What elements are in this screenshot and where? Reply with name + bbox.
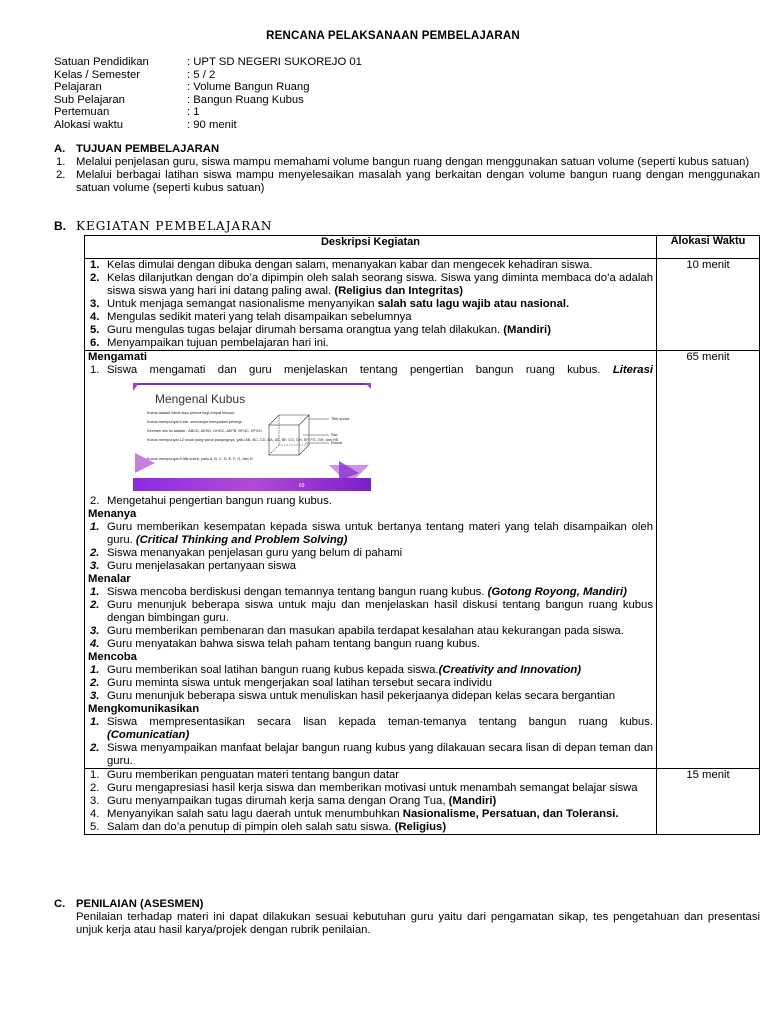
item-number: 1. xyxy=(90,716,100,728)
item-number: 1. xyxy=(90,769,100,781)
list-item xyxy=(88,716,653,742)
goals-list xyxy=(54,156,760,195)
item-number: 2. xyxy=(90,599,100,611)
item-number: 1. xyxy=(56,156,66,168)
identity-key: Satuan Pendidikan xyxy=(54,56,149,68)
item-number: 4. xyxy=(90,808,100,820)
list-item xyxy=(88,495,653,508)
item-plain: Guru memberikan penguatan materi tentang bangun datar xyxy=(107,769,400,781)
identity-value: : 1 xyxy=(187,106,200,119)
identity-row xyxy=(54,106,362,119)
identity-value: : Volume Bangun Ruang xyxy=(187,81,310,94)
item-number: 1. xyxy=(90,664,100,676)
subheading-mencoba: Mencoba xyxy=(88,651,137,663)
list-item xyxy=(54,156,760,169)
table-header-row xyxy=(85,236,760,259)
item-text: Mengetahui pengertian bangun ruang kubus. xyxy=(107,495,332,507)
item-number: 4. xyxy=(90,311,100,323)
identity-value: : UPT SD NEGERI SUKOREJO 01 xyxy=(187,56,362,68)
identity-row xyxy=(54,69,362,82)
list-item xyxy=(88,742,653,768)
list-item xyxy=(88,821,653,834)
subheading-menanya: Menanya xyxy=(88,508,137,520)
column-header-time: Alokasi Waktu xyxy=(657,236,760,259)
list-item xyxy=(88,599,653,625)
list-item xyxy=(88,324,653,337)
slide-bullet: Kubus mempunyai 6 sisi, semuanya merupakan persegi. xyxy=(147,420,243,424)
item-number: 1. xyxy=(90,364,100,376)
item-text xyxy=(107,337,653,350)
identity-key: Sub Pelajaran xyxy=(54,93,125,106)
item-text: Guru menunjuk beberapa siswa untuk menuliskan hasil pekerjaanya didepan kelas secara bergantian xyxy=(107,690,616,702)
label-titik-sudut: Titik sudut xyxy=(331,416,350,421)
section-letter: B. xyxy=(54,219,66,233)
closing-activities xyxy=(85,769,657,835)
item-strong: Nasionalisme, Persatuan, dan Toleransi. xyxy=(402,808,619,820)
item-text xyxy=(107,664,653,677)
page-title: RENCANA PELAKSANAAN PEMBELAJARAN xyxy=(266,30,520,42)
item-text: Melalui penjelasan guru, siswa mampu memahami volume bangun ruang dengan menggunakan satuan volume (seperti kubus satuan) xyxy=(76,156,750,168)
item-emphasis: (Critical Thinking and Problem Solving) xyxy=(135,534,348,546)
list-item xyxy=(88,769,653,782)
item-plain: Guru memberikan kesempatan kepada siswa untuk bertanya tentang materi yang telah disampaikan oleh guru. xyxy=(107,521,653,546)
item-text: Guru menunjuk beberapa siswa untuk maju dan menjelaskan hasil diskusi tentang bangun ruang kubus dengan bimbingan guru. xyxy=(107,599,653,624)
item-text xyxy=(107,311,653,324)
list-item xyxy=(88,638,653,651)
item-text xyxy=(107,259,653,272)
item-text: Siswa menyampaikan manfaat belajar bangun ruang kubus yang dilakauan secara lisan di depan teman dan guru. xyxy=(107,742,653,767)
item-emphasis: (Creativity and Innovation) xyxy=(438,664,582,676)
slide-title: Mengenal Kubus xyxy=(155,392,246,406)
list-item xyxy=(88,521,653,547)
identity-row xyxy=(54,94,362,107)
subheading-menalar: Menalar xyxy=(88,573,131,585)
item-plain: Untuk menjaga semangat nasionalisme menyanyikan xyxy=(107,298,378,310)
list-item xyxy=(88,586,653,599)
section-title: TUJUAN PEMBELAJARAN xyxy=(76,143,220,155)
time-allocation: 15 menit xyxy=(657,769,760,835)
table-row xyxy=(85,769,760,835)
item-number: 2. xyxy=(56,169,66,181)
list-item xyxy=(88,560,653,573)
identity-row xyxy=(54,81,362,94)
column-header-description: Deskripsi Kegiatan xyxy=(85,236,657,259)
item-plain: Siswa mempresentasikan secara lisan kepada teman-temanya tentang bangun ruang kubus. xyxy=(107,716,653,728)
activity-table xyxy=(84,235,760,835)
list-item xyxy=(88,690,653,703)
slide-page-number: 69 xyxy=(299,483,305,489)
item-strong: (Religius) xyxy=(394,821,447,833)
item-text: Guru meminta siswa untuk mengerjakan soal latihan tersebut secara individu xyxy=(107,677,492,689)
item-emphasis: Literasi xyxy=(612,364,653,376)
list-item xyxy=(88,259,653,272)
item-number: 2. xyxy=(90,742,100,754)
item-text xyxy=(107,782,653,795)
item-number: 2. xyxy=(90,495,100,507)
item-text: Guru menyatakan bahwa siswa telah paham tentang bangun ruang kubus. xyxy=(107,638,481,650)
opening-activities xyxy=(85,259,657,351)
list-item xyxy=(88,298,653,311)
item-text xyxy=(107,324,653,337)
subheading-mengamati: Mengamati xyxy=(88,351,148,363)
item-number: 4. xyxy=(90,638,100,650)
identity-row xyxy=(54,56,362,69)
section-c-heading xyxy=(54,898,760,911)
item-plain: Menyampaikan tujuan pembelajaran hari ini. xyxy=(107,337,329,349)
item-number: 5. xyxy=(90,821,100,833)
list-item xyxy=(54,169,760,195)
section-letter: C. xyxy=(54,898,66,910)
item-text: Melalui berbagai latihan siswa mampu menyelesaikan masalah yang berkaitan dengan volume bangun ruang dengan menggunakan satuan volume (seperti kubus satuan) xyxy=(76,169,760,194)
identity-key: Kelas / Semester xyxy=(54,68,141,81)
identity-key: Pertemuan xyxy=(54,106,110,119)
list-item xyxy=(88,808,653,821)
item-number: 1. xyxy=(90,259,100,271)
kubus-slide-image xyxy=(133,381,371,491)
list-item xyxy=(88,272,653,298)
list-item xyxy=(88,664,653,677)
item-text xyxy=(107,808,653,821)
list-item xyxy=(88,311,653,324)
item-plain: Kelas dilanjutkan dengan do’a dipimpin oleh salah seorang siswa. Siswa yang diminta membaca do’a adalah siswa siswa yang hari ini datang paling awal. xyxy=(107,272,653,297)
item-number: 1. xyxy=(90,521,100,533)
item-emphasis: (Comunicatian) xyxy=(107,729,190,741)
identity-block xyxy=(54,56,362,132)
item-number: 3. xyxy=(90,795,100,807)
item-number: 6. xyxy=(90,337,100,349)
item-plain: Siswa mencoba berdiskusi dengan temannya tentang bangun ruang kubus. xyxy=(107,586,488,598)
identity-row xyxy=(54,119,362,132)
item-plain: Mengulas sedikit materi yang telah disampaikan sebelumnya xyxy=(107,311,412,323)
table-row xyxy=(85,351,760,769)
list-item xyxy=(88,337,653,350)
slide-bullet: Kubus mempunyai 12 rusuk yang sama panjangnya, yaitu AB, BC, CD, DA, AE, BF, CG, DH, EF, FG, GH, dan HE. xyxy=(147,438,340,442)
item-strong: (Mandiri) xyxy=(448,795,497,807)
item-text xyxy=(107,298,653,311)
item-plain: Kelas dimulai dengan dibuka dengan salam, menanyakan kabar dan mengecek kehadiran siswa. xyxy=(107,259,593,271)
item-text xyxy=(107,769,653,782)
item-number: 3. xyxy=(90,298,100,310)
item-plain: Guru memberikan soal latihan bangun ruang kubus kepada siswa. xyxy=(107,664,439,676)
item-number: 2. xyxy=(90,677,100,689)
section-title: KEGIATAN PEMBELAJARAN xyxy=(76,219,273,233)
item-number: 1. xyxy=(90,586,100,598)
list-item xyxy=(88,677,653,690)
core-activities xyxy=(85,351,657,769)
item-number: 5. xyxy=(90,324,100,336)
section-c xyxy=(54,898,760,937)
item-strong: salah satu lagu wajib atau nasional. xyxy=(377,298,570,310)
assessment-text: Penilaian terhadap materi ini dapat dilakukan sesuai kebutuhan guru yaitu dari pengamatan sikap, tes pengetahuan dan presentasi unjuk kerja atau hasil karya/projek dengan rubrik penilaian. xyxy=(76,911,760,936)
subheading-mengkomunikasikan: Mengkomunikasikan xyxy=(88,703,200,715)
list-item xyxy=(88,547,653,560)
kubus-illustration xyxy=(133,381,371,491)
label-rusuk: Rusuk xyxy=(331,440,343,445)
identity-value: : 5 / 2 xyxy=(187,68,216,81)
list-item xyxy=(88,364,653,377)
item-plain: Siswa mengamati dan guru menjelaskan tentang pengertian bangun ruang kubus. xyxy=(107,364,613,376)
slide-bullet: Kubus adalah balok atau prisma segi-empat khusus. xyxy=(147,411,236,415)
section-letter: A. xyxy=(54,143,66,155)
identity-key: Alokasi waktu xyxy=(54,118,124,131)
item-plain: Guru menyampaikan tugas dirumah kerja sama dengan Orang Tua, xyxy=(107,795,449,807)
item-number: 3. xyxy=(90,625,100,637)
label-sisi: Sisi xyxy=(331,432,338,437)
slide-bullet: Kubus mempunyai 8 titik sudut, yaitu A, B, C, D, E, F, G, dan H. xyxy=(147,457,254,461)
section-a-heading xyxy=(54,143,219,156)
item-text xyxy=(107,795,653,808)
item-text xyxy=(107,272,653,298)
item-text xyxy=(107,586,653,599)
list-item xyxy=(88,625,653,638)
item-number: 2. xyxy=(90,782,100,794)
item-number: 2. xyxy=(90,547,100,559)
item-text: Siswa menanyakan penjelasan guru yang belum di pahami xyxy=(107,547,403,559)
item-emphasis: (Gotong Royong, Mandiri) xyxy=(487,586,627,598)
item-text: Guru menjelasakan pertanyaan siswa xyxy=(107,560,297,572)
item-plain: Guru mengapresiasi hasil kerja siswa dan memberikan motivasi untuk menambah semangat belajar siswa xyxy=(107,782,638,794)
identity-key: Pelajaran xyxy=(54,81,102,94)
item-strong: (Mandiri) xyxy=(503,324,551,336)
identity-value: : Bangun Ruang Kubus xyxy=(187,93,304,106)
item-text xyxy=(107,821,653,834)
section-title: PENILAIAN (ASESMEN) xyxy=(76,898,204,910)
item-strong: (Religius dan Integritas) xyxy=(334,285,464,297)
list-item xyxy=(88,782,653,795)
item-text xyxy=(107,521,653,547)
slide-bullet: Keenam sisi itu adalah : ABCD, AEHD, DHGC, AEFB, BFGC, EFGH. xyxy=(147,429,263,433)
item-number: 3. xyxy=(90,560,100,572)
item-text xyxy=(107,716,653,742)
item-plain: Menyanyikan salah satu lagu daerah untuk menumbuhkan xyxy=(107,808,403,820)
item-text xyxy=(107,364,653,377)
item-number: 2. xyxy=(90,272,100,284)
table-row xyxy=(85,259,760,351)
item-plain: Guru mengulas tugas belajar dirumah bersama orangtua yang telah dilakukan. xyxy=(107,324,504,336)
time-allocation: 10 menit xyxy=(657,259,760,351)
identity-value: : 90 menit xyxy=(187,118,237,131)
time-allocation: 65 menit xyxy=(657,351,760,769)
section-b-heading xyxy=(54,220,272,233)
item-text: Guru memberikan pembenaran dan masukan apabila terdapat kesalahan atau kekurangan pada siswa. xyxy=(107,625,624,637)
item-number: 3. xyxy=(90,690,100,702)
list-item xyxy=(88,795,653,808)
item-plain: Salam dan do’a penutup di pimpin oleh salah satu siswa. xyxy=(107,821,395,833)
